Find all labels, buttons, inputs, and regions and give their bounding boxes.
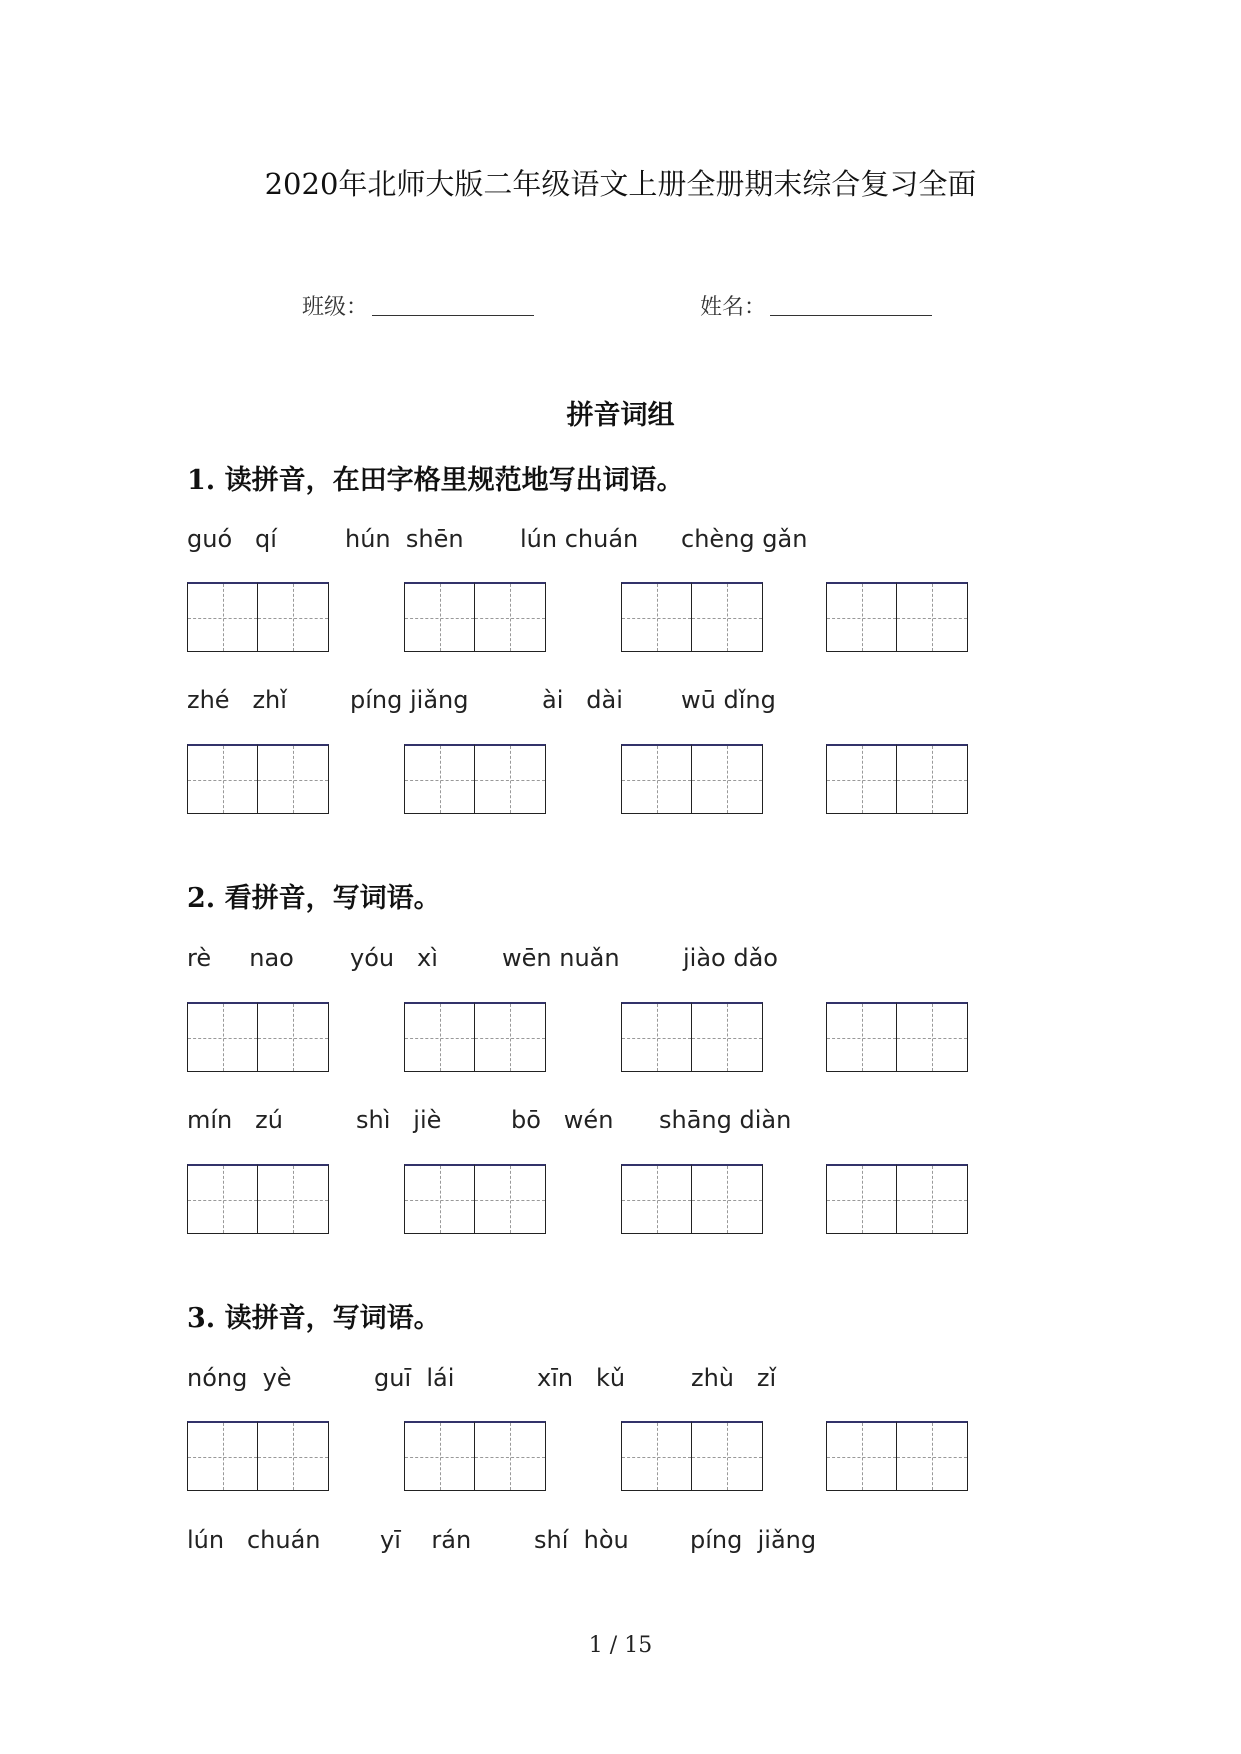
tianzige-cell[interactable] — [258, 744, 329, 814]
tianzige-box[interactable] — [621, 744, 763, 814]
tianzige-box[interactable] — [826, 1421, 968, 1491]
tianzige-box[interactable] — [404, 582, 546, 652]
tianzige-cell[interactable] — [258, 1164, 329, 1234]
tianzige-cell[interactable] — [621, 582, 692, 652]
tianzige-box[interactable] — [187, 1002, 329, 1072]
tianzige-cell[interactable] — [621, 1421, 692, 1491]
tianzige-cell[interactable] — [692, 1421, 763, 1491]
tianzige-cell[interactable] — [475, 1421, 546, 1491]
pinyin-item: lún chuán — [187, 1526, 321, 1554]
tianzige-cell[interactable] — [826, 1164, 897, 1234]
tianzige-cell[interactable] — [404, 744, 475, 814]
tianzige-cell[interactable] — [187, 1164, 258, 1234]
tianzige-cell[interactable] — [258, 1002, 329, 1072]
pinyin-item: wēn nuǎn — [502, 944, 620, 972]
pinyin-item: guī lái — [374, 1364, 455, 1392]
tianzige-box[interactable] — [826, 1164, 968, 1234]
tianzige-cell[interactable] — [692, 1002, 763, 1072]
tianzige-box[interactable] — [404, 1421, 546, 1491]
pinyin-item: ài dài — [542, 686, 623, 714]
tianzige-cell[interactable] — [621, 1002, 692, 1072]
pinyin-item: jiào dǎo — [683, 944, 778, 972]
tianzige-cell[interactable] — [404, 1002, 475, 1072]
tianzige-cell[interactable] — [475, 1002, 546, 1072]
tianzige-cell[interactable] — [897, 744, 968, 814]
question-2-label: 2. 看拼音，写词语。 — [187, 883, 441, 914]
tianzige-cell[interactable] — [187, 1421, 258, 1491]
pinyin-item: bō wén — [511, 1106, 614, 1134]
pinyin-item: chèng gǎn — [681, 525, 808, 553]
tianzige-box[interactable] — [621, 1002, 763, 1072]
class-field[interactable] — [302, 290, 534, 321]
pinyin-item: píng jiǎng — [690, 1526, 817, 1554]
tianzige-cell[interactable] — [258, 1421, 329, 1491]
pinyin-item: píng jiǎng — [350, 686, 469, 714]
tianzige-box[interactable] — [187, 1164, 329, 1234]
tianzige-box[interactable] — [187, 582, 329, 652]
tianzige-cell[interactable] — [897, 1002, 968, 1072]
tianzige-cell[interactable] — [404, 1164, 475, 1234]
pinyin-item: shāng diàn — [659, 1106, 792, 1134]
tianzige-box[interactable] — [621, 1164, 763, 1234]
tianzige-cell[interactable] — [897, 1164, 968, 1234]
tianzige-cell[interactable] — [187, 1002, 258, 1072]
name-blank-line[interactable] — [770, 297, 932, 316]
tianzige-cell[interactable] — [475, 582, 546, 652]
page-title: 2020年北师大版二年级语文上册全册期末综合复习全面 — [264, 167, 977, 201]
tianzige-cell[interactable] — [475, 744, 546, 814]
tianzige-cell[interactable] — [187, 744, 258, 814]
pinyin-item: nóng yè — [187, 1364, 292, 1392]
pinyin-item: shì jiè — [356, 1106, 442, 1134]
pinyin-item: rè nao — [187, 944, 294, 972]
page-number: 1 / 15 — [588, 1633, 653, 1658]
tianzige-cell[interactable] — [692, 582, 763, 652]
pinyin-item: yóu xì — [350, 944, 438, 972]
tianzige-box[interactable] — [404, 1164, 546, 1234]
pinyin-item: yī rán — [380, 1526, 472, 1554]
tianzige-cell[interactable] — [621, 744, 692, 814]
tianzige-box[interactable] — [826, 1002, 968, 1072]
pinyin-item: xīn kǔ — [537, 1364, 626, 1392]
tianzige-box[interactable] — [621, 1421, 763, 1491]
tianzige-cell[interactable] — [826, 1421, 897, 1491]
name-field[interactable] — [700, 290, 932, 321]
tianzige-box[interactable] — [404, 744, 546, 814]
name-label: 姓名： — [700, 295, 767, 320]
pinyin-item: wū dǐng — [681, 686, 776, 714]
pinyin-item: shí hòu — [534, 1526, 629, 1554]
tianzige-cell[interactable] — [897, 582, 968, 652]
tianzige-cell[interactable] — [692, 744, 763, 814]
tianzige-cell[interactable] — [258, 582, 329, 652]
pinyin-item: mín zú — [187, 1106, 283, 1134]
question-3-label: 3. 读拼音，写词语。 — [187, 1303, 441, 1334]
tianzige-box[interactable] — [404, 1002, 546, 1072]
pinyin-item: hún shēn — [345, 525, 464, 553]
pinyin-item: zhé zhǐ — [187, 686, 287, 714]
tianzige-cell[interactable] — [826, 1002, 897, 1072]
tianzige-box[interactable] — [187, 744, 329, 814]
tianzige-cell[interactable] — [404, 582, 475, 652]
tianzige-cell[interactable] — [404, 1421, 475, 1491]
tianzige-box[interactable] — [621, 582, 763, 652]
pinyin-item: zhù zǐ — [691, 1364, 777, 1392]
tianzige-cell[interactable] — [692, 1164, 763, 1234]
tianzige-cell[interactable] — [187, 582, 258, 652]
tianzige-box[interactable] — [826, 744, 968, 814]
tianzige-cell[interactable] — [826, 582, 897, 652]
tianzige-cell[interactable] — [475, 1164, 546, 1234]
tianzige-cell[interactable] — [897, 1421, 968, 1491]
class-blank-line[interactable] — [372, 297, 534, 316]
section-title: 拼音词组 — [566, 400, 675, 431]
question-1-label: 1. 读拼音，在田字格里规范地写出词语。 — [187, 465, 684, 496]
tianzige-cell[interactable] — [826, 744, 897, 814]
tianzige-box[interactable] — [187, 1421, 329, 1491]
tianzige-cell[interactable] — [621, 1164, 692, 1234]
pinyin-item: guó qí — [187, 525, 277, 553]
class-label: 班级： — [302, 295, 369, 320]
pinyin-item: lún chuán — [520, 525, 639, 553]
tianzige-box[interactable] — [826, 582, 968, 652]
